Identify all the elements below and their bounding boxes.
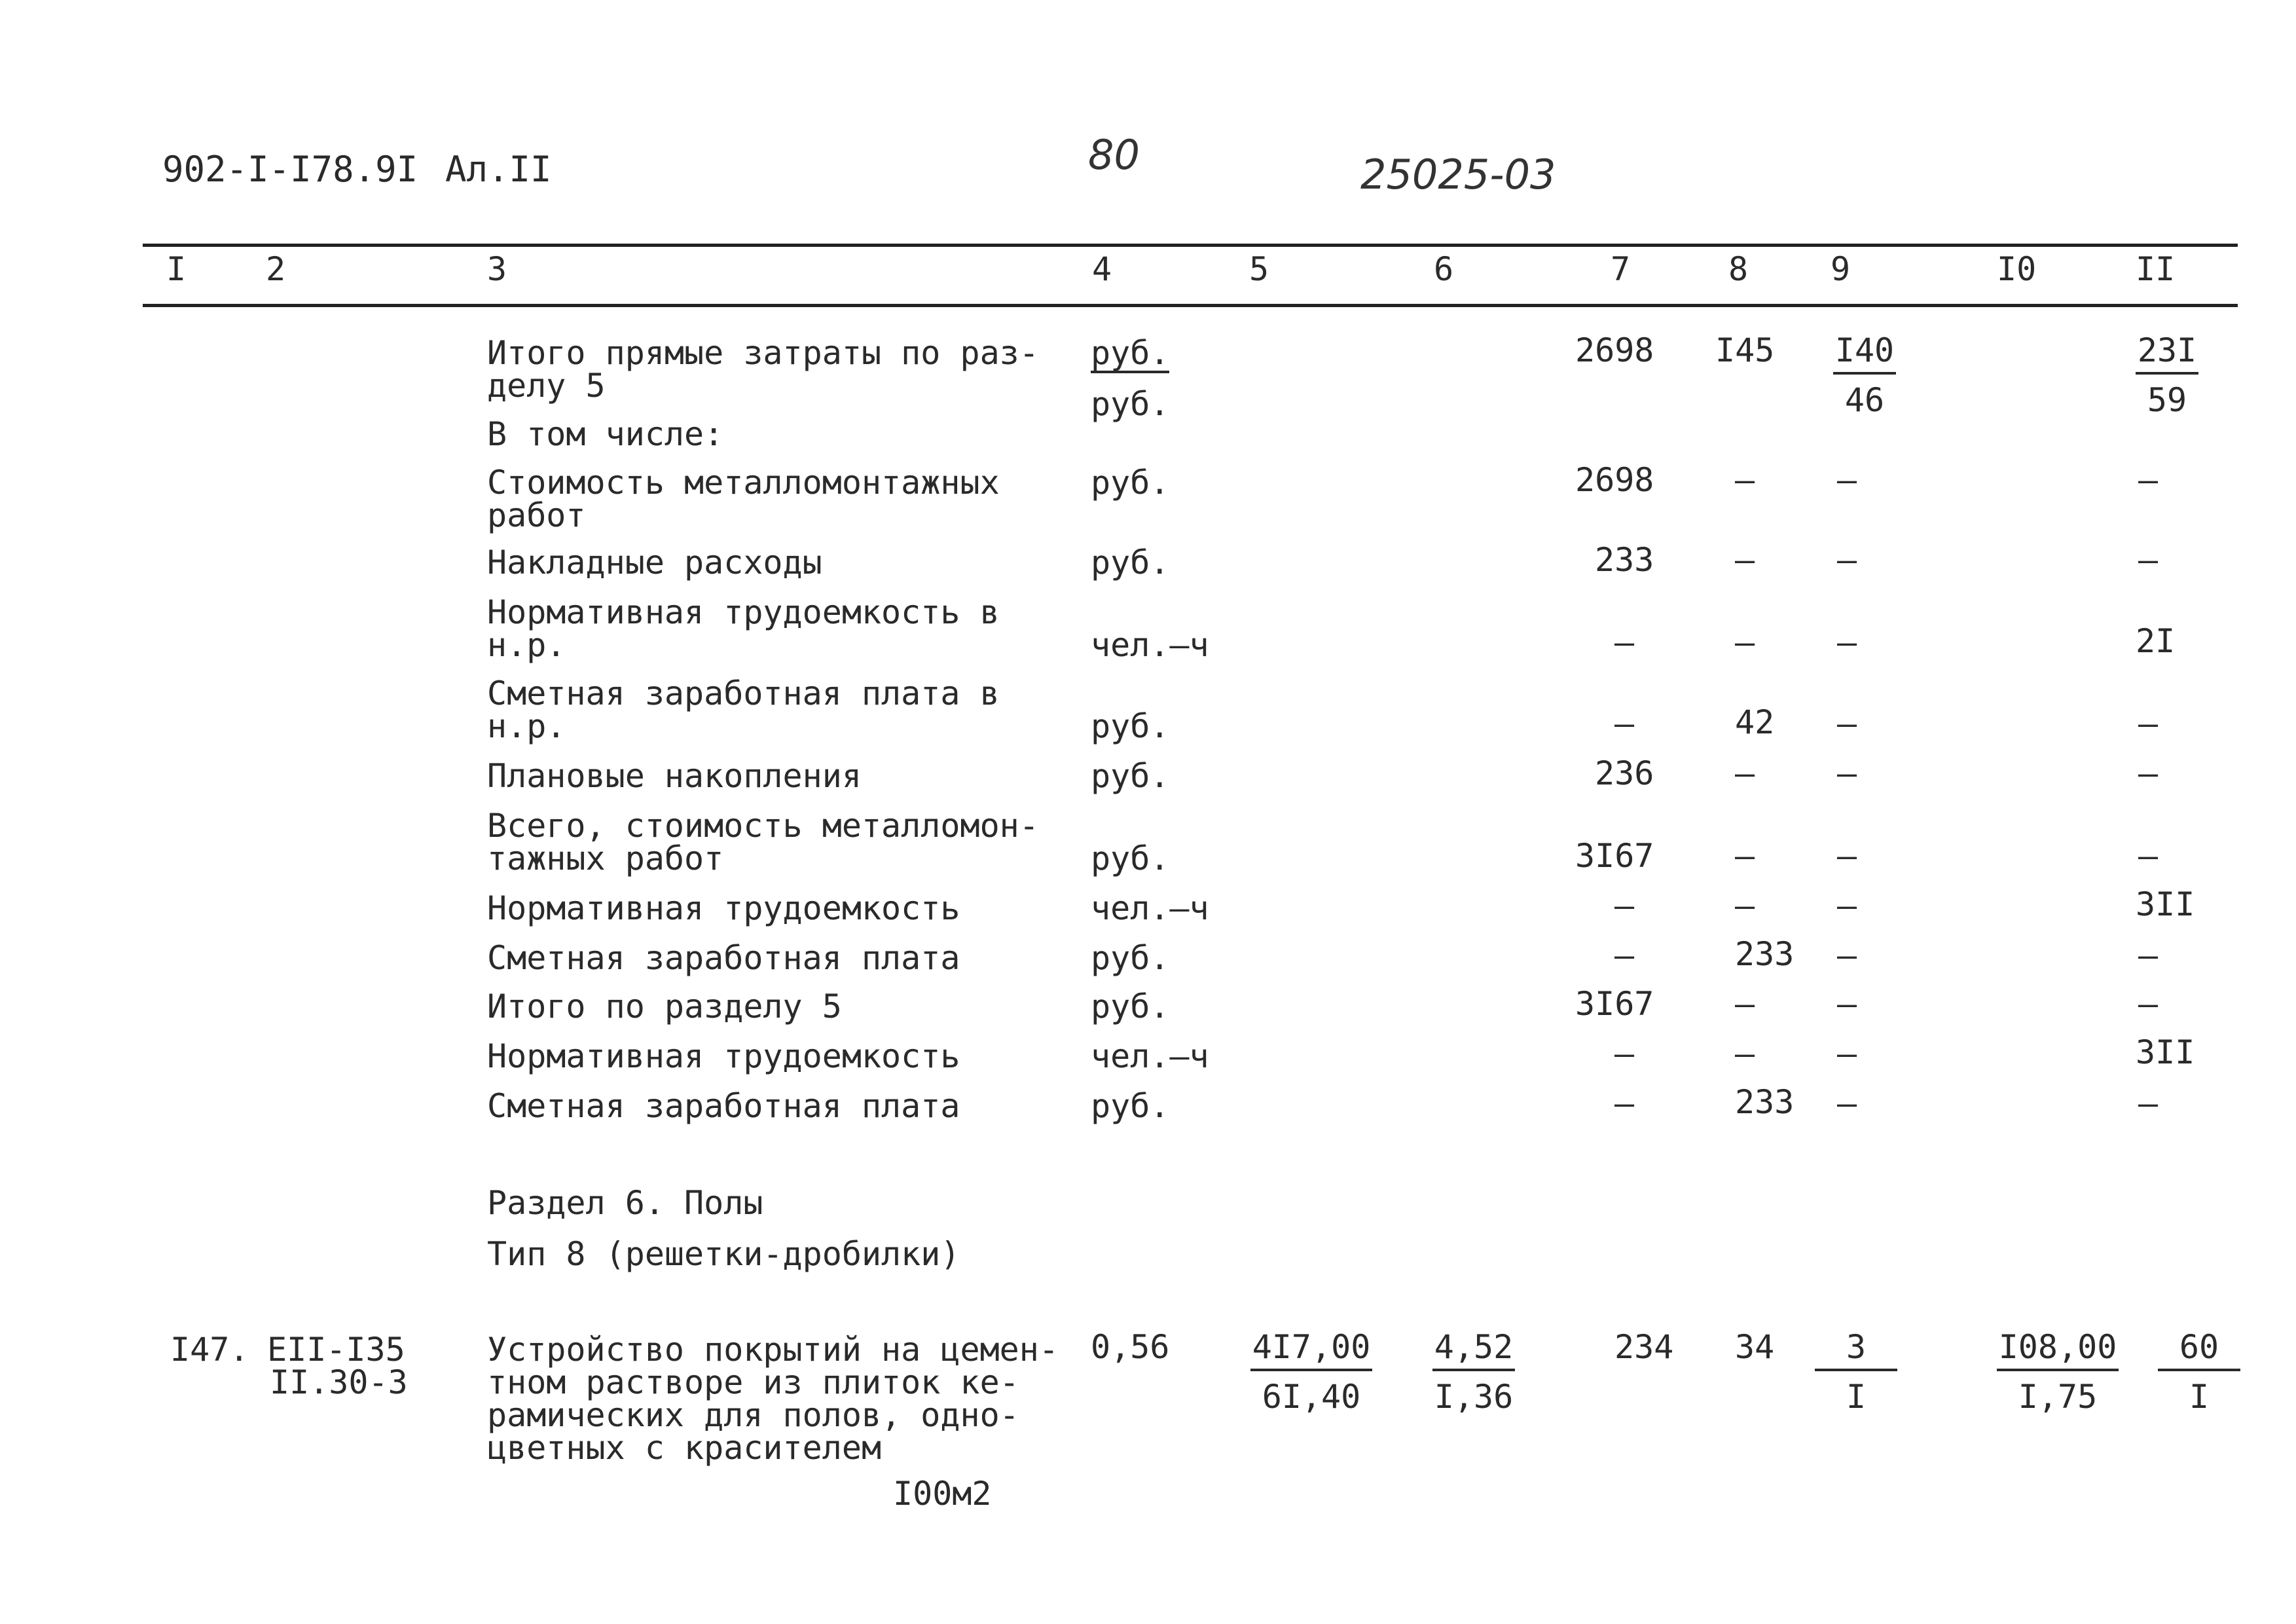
cell-col9: – bbox=[1837, 887, 1857, 925]
item-code: EII-I35 bbox=[267, 1331, 405, 1369]
item-col9-fraction: 3 I bbox=[1815, 1331, 1897, 1413]
section-subtitle: Тип 8 (решетки-дробилки) bbox=[487, 1235, 960, 1273]
item-description: рамических для полов, одно- bbox=[487, 1396, 1019, 1434]
item-description: цветных с красителем bbox=[487, 1429, 882, 1467]
cell-col9: – bbox=[1837, 936, 1857, 974]
row-label: н.р. bbox=[487, 626, 566, 664]
row-label: делу 5 bbox=[487, 367, 606, 405]
column-number: I bbox=[166, 250, 187, 288]
row-label: работ bbox=[487, 496, 586, 534]
row-label: Накладные расходы bbox=[487, 544, 822, 581]
item-col6-fraction: 4,52 I,36 bbox=[1432, 1331, 1515, 1413]
item-description: тном растворе из плиток ке- bbox=[487, 1363, 1019, 1401]
column-number: 5 bbox=[1249, 250, 1269, 288]
cell-col9: – bbox=[1837, 1035, 1857, 1073]
cell-col7: 2698 bbox=[1575, 461, 1654, 499]
column-number: 9 bbox=[1831, 250, 1851, 288]
row-unit: чел.–ч bbox=[1091, 626, 1209, 664]
item-col7: 234 bbox=[1614, 1328, 1674, 1366]
item-code: II.30-3 bbox=[270, 1363, 408, 1401]
row-unit: руб. bbox=[1091, 464, 1170, 502]
cell-col8: – bbox=[1735, 541, 1755, 579]
cell-col9: – bbox=[1837, 461, 1857, 499]
table-header-rule bbox=[143, 304, 2238, 307]
row-unit: руб. bbox=[1091, 1087, 1170, 1125]
cell-col11-fraction: 23I 59 bbox=[2136, 334, 2198, 416]
cell-col7: 233 bbox=[1595, 541, 1654, 579]
column-number: 6 bbox=[1434, 250, 1454, 288]
column-number: 4 bbox=[1092, 250, 1112, 288]
row-unit: руб. bbox=[1091, 757, 1170, 795]
row-unit: руб. bbox=[1091, 939, 1170, 977]
cell-col11: 3II bbox=[2136, 1033, 2195, 1071]
cell-col9: – bbox=[1837, 705, 1857, 743]
cell-col8: 233 bbox=[1735, 1083, 1795, 1121]
column-number: II bbox=[2136, 250, 2176, 288]
row-label: Итого прямые затраты по раз- bbox=[487, 334, 1039, 372]
item-unit-measure: I00м2 bbox=[893, 1475, 992, 1513]
cell-col9: – bbox=[1837, 1084, 1857, 1122]
cell-col8: 233 bbox=[1735, 935, 1795, 973]
cell-col7: 3I67 bbox=[1575, 837, 1654, 875]
column-number: 7 bbox=[1611, 250, 1631, 288]
cell-col11: – bbox=[2138, 837, 2159, 875]
cell-col7: – bbox=[1614, 705, 1635, 743]
row-label: Стоимость металломонтажных bbox=[487, 464, 1000, 502]
cell-col8: – bbox=[1735, 985, 1755, 1023]
cell-col8: – bbox=[1735, 623, 1755, 661]
row-unit: руб. bbox=[1091, 385, 1170, 423]
page-number: 80 bbox=[1088, 131, 1140, 179]
cell-col7: – bbox=[1614, 623, 1635, 661]
cell-col7: – bbox=[1614, 1035, 1635, 1073]
item-col5-fraction: 4I7,00 6I,40 bbox=[1250, 1331, 1372, 1413]
row-unit: чел.–ч bbox=[1091, 1037, 1209, 1075]
column-number: I0 bbox=[1997, 250, 2037, 288]
cell-col8: – bbox=[1735, 837, 1755, 875]
row-label: В том числе: bbox=[487, 415, 724, 453]
album-number: Ал.II bbox=[445, 149, 552, 190]
row-unit: руб. bbox=[1091, 840, 1170, 877]
row-label: Плановые накопления bbox=[487, 757, 862, 795]
cell-col9: – bbox=[1837, 985, 1857, 1023]
cell-col8: – bbox=[1735, 461, 1755, 499]
row-unit: руб. bbox=[1091, 987, 1170, 1025]
column-number: 8 bbox=[1728, 250, 1749, 288]
row-label: Всего, стоимость металломон- bbox=[487, 807, 1039, 845]
cell-col11: 3II bbox=[2136, 885, 2195, 923]
cell-col11: – bbox=[2138, 461, 2159, 499]
row-label: Сметная заработная плата bbox=[487, 939, 960, 977]
cell-col8: 42 bbox=[1735, 703, 1775, 741]
cell-col11: – bbox=[2138, 754, 2159, 792]
cell-col8: – bbox=[1735, 887, 1755, 925]
cell-col9: – bbox=[1837, 754, 1857, 792]
cell-col11: – bbox=[2138, 936, 2159, 974]
row-unit: руб. bbox=[1091, 544, 1170, 581]
archive-number: 25025-03 bbox=[1360, 151, 1556, 198]
cell-col7: 236 bbox=[1595, 754, 1654, 792]
item-description: Устройство покрытий на цемен- bbox=[487, 1331, 1059, 1369]
row-unit: руб. bbox=[1091, 707, 1170, 745]
cell-col8: – bbox=[1735, 754, 1755, 792]
column-number: 2 bbox=[266, 250, 286, 288]
row-label: Нормативная трудоемкость bbox=[487, 889, 960, 927]
cell-col7: 3I67 bbox=[1575, 985, 1654, 1023]
item-number: I47. bbox=[170, 1331, 249, 1369]
cell-col7: – bbox=[1614, 1084, 1635, 1122]
cell-col11: – bbox=[2138, 541, 2159, 579]
doc-code: 902-I-I78.9I bbox=[162, 149, 418, 190]
table-top-rule bbox=[143, 244, 2238, 247]
cell-col11: – bbox=[2138, 705, 2159, 743]
cell-col9: – bbox=[1837, 623, 1857, 661]
section-title: Раздел 6. Полы bbox=[487, 1184, 763, 1222]
cell-col7: – bbox=[1614, 887, 1635, 925]
cell-col8: I45 bbox=[1715, 331, 1775, 369]
cell-col9: – bbox=[1837, 541, 1857, 579]
item-col10-fraction: I08,00 I,75 bbox=[1997, 1331, 2119, 1413]
item-col11-fraction: 60 I bbox=[2158, 1331, 2240, 1413]
cell-col8: – bbox=[1735, 1035, 1755, 1073]
column-number: 3 bbox=[487, 250, 507, 288]
row-label: Нормативная трудоемкость в bbox=[487, 593, 1000, 631]
cell-col7: 2698 bbox=[1575, 331, 1654, 369]
item-quantity: 0,56 bbox=[1091, 1328, 1170, 1366]
row-label: тажных работ bbox=[487, 840, 724, 877]
row-label: н.р. bbox=[487, 707, 566, 745]
cell-col9: – bbox=[1837, 837, 1857, 875]
row-label: Итого по разделу 5 bbox=[487, 987, 842, 1025]
cell-col11: 2I bbox=[2136, 622, 2176, 660]
cell-col9-fraction: I40 46 bbox=[1833, 334, 1896, 416]
row-label: Нормативная трудоемкость bbox=[487, 1037, 960, 1075]
row-unit: чел.–ч bbox=[1091, 889, 1209, 927]
cell-col11: – bbox=[2138, 1084, 2159, 1122]
row-label: Сметная заработная плата bbox=[487, 1087, 960, 1125]
cell-col11: – bbox=[2138, 985, 2159, 1023]
cell-col7: – bbox=[1614, 936, 1635, 974]
item-col8: 34 bbox=[1735, 1328, 1775, 1366]
row-label: Сметная заработная плата в bbox=[487, 674, 1000, 712]
row-unit: руб. bbox=[1091, 334, 1170, 372]
